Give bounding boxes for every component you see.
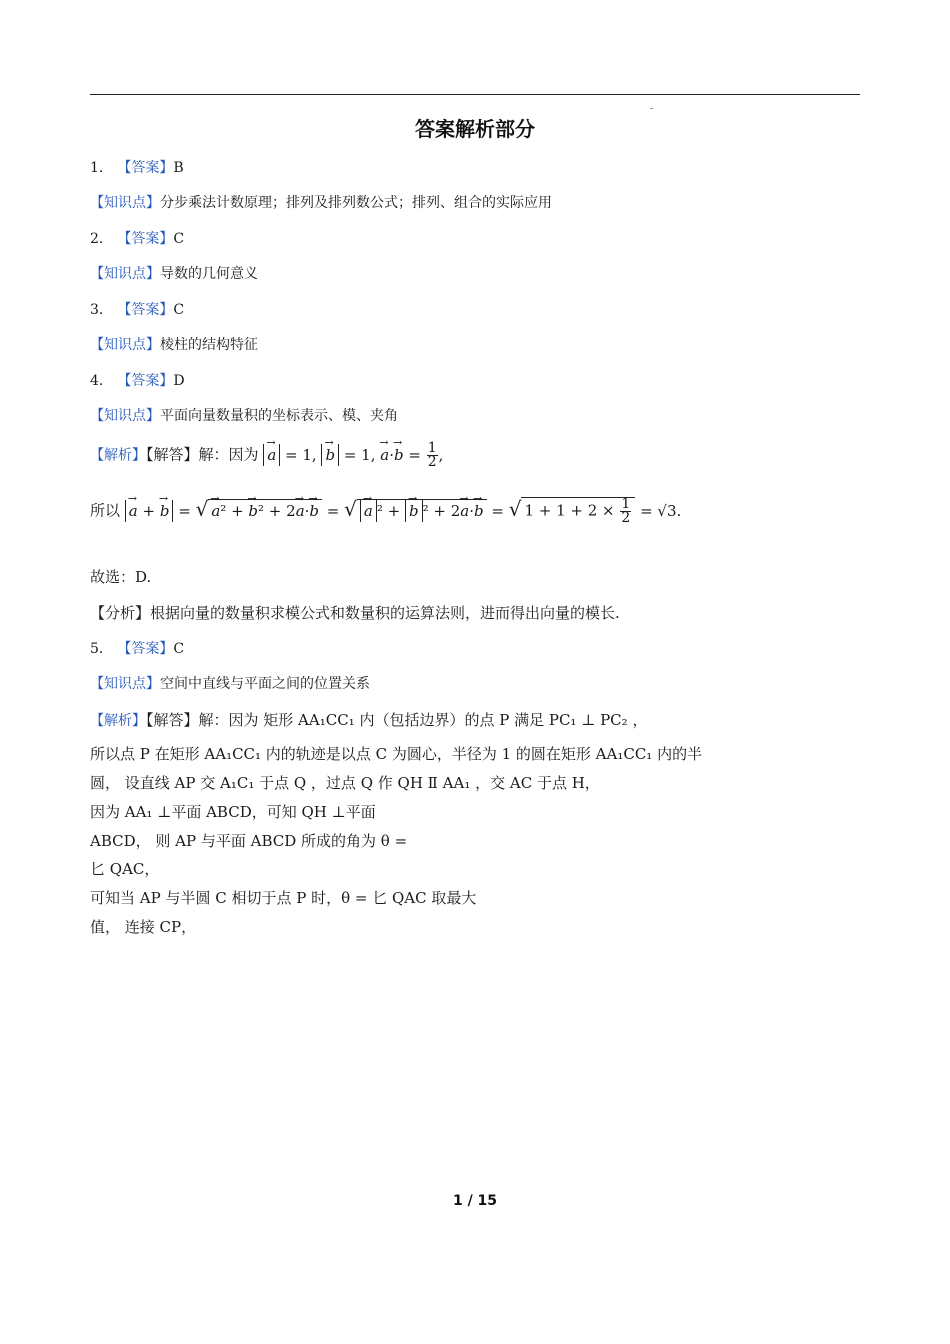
q4-knowledge: 平面向量数量积的坐标表示、模、夹角 xyxy=(160,408,398,424)
q4-result-formula: → a + → b = √→ a² + → b² + 2→ a·→ b = √→ a ² + → b ² + 2→ a·→ b = √ 1 + 1 + 2 × $\frac{1}{2}$ = √3. xyxy=(125,502,682,520)
solution-tag: 【解答】 xyxy=(146,711,199,729)
q5-knowledge: 空间中直线与平面之间的位置关系 xyxy=(160,676,370,692)
knowledge-tag: 【知识点】 xyxy=(90,337,160,353)
q1-knowledge-line xyxy=(90,192,552,214)
knowledge-tag: 【知识点】 xyxy=(90,676,160,692)
analysis-tag: 【解析】 xyxy=(90,713,146,729)
q5-answer: C xyxy=(173,641,185,657)
q4-conclusion: 故选：D. xyxy=(90,568,152,586)
answer-tag: 【答案】 xyxy=(117,160,174,176)
q2-answer: C xyxy=(173,231,185,247)
knowledge-tag: 【知识点】 xyxy=(90,408,160,424)
header-mark xyxy=(650,108,653,109)
q1-number: 1． xyxy=(90,160,113,176)
q3-knowledge-line xyxy=(90,334,258,356)
q4-solution-line xyxy=(90,442,443,469)
q4-given-formula: → a = 1, → b = 1, → a·→ b = $\frac{1}{2}$ , xyxy=(263,446,443,464)
q1-answer-line xyxy=(90,157,184,179)
q5-answer-line xyxy=(90,638,184,660)
knowledge-tag: 【知识点】 xyxy=(90,195,160,211)
q5-solution-line-1 xyxy=(90,709,647,732)
solution-tag: 【解答】 xyxy=(146,445,199,464)
q5-solution-line-6: 匕 QAC， xyxy=(90,860,160,878)
q5-line-text: 解：因为 矩形 AA₁CC₁ 内（包括边界）的点 P 满足 PC₁ ⊥ PC₂ ， xyxy=(198,711,648,729)
answer-tag: 【答案】 xyxy=(117,641,174,657)
knowledge-tag: 【知识点】 xyxy=(90,266,160,282)
q4-answer-line xyxy=(90,370,185,392)
page-number: 1 / 15 xyxy=(452,1193,498,1209)
q5-solution-line-2: 所以点 P 在矩形 AA₁CC₁ 内的轨迹是以点 C 为圆心，半径为 1 的圆在矩形 AA₁CC₁ 内的半 xyxy=(90,745,703,763)
q2-number: 2． xyxy=(90,231,113,247)
page-title: 答案解析部分 xyxy=(415,117,535,141)
q4-fenxi-line xyxy=(90,602,620,624)
header-rule xyxy=(90,94,860,95)
answer-tag: 【答案】 xyxy=(117,373,174,389)
fenxi-tag: 【分析】 xyxy=(90,604,151,622)
q5-solution-line-5: ABCD， 则 AP 与平面 ABCD 所成的角为 θ = xyxy=(90,832,408,850)
q1-knowledge: 分步乘法计数原理；排列及排列数公式；排列、组合的实际应用 xyxy=(160,195,552,211)
q5-number: 5． xyxy=(90,641,113,657)
q2-knowledge: 导数的几何意义 xyxy=(160,266,258,282)
q1-answer: B xyxy=(173,160,184,176)
q3-number: 3． xyxy=(90,302,113,318)
q4-answer: D xyxy=(173,373,185,389)
q2-answer-line xyxy=(90,228,184,250)
q3-knowledge: 棱柱的结构特征 xyxy=(160,337,258,353)
q4-sol-prefix: 解：因为 xyxy=(198,445,259,464)
q5-solution-line-3: 圆， 设直线 AP 交 A₁C₁ 于点 Q ，过点 Q 作 QH Ⅱ AA₁ ，交 AC 于点 H， xyxy=(90,774,600,792)
q4-so-prefix: 所以 xyxy=(90,501,121,520)
answer-tag: 【答案】 xyxy=(117,231,174,247)
q5-solution-line-7: 可知当 AP 与半圆 C 相切于点 P 时，θ = 匕 QAC 取最大 xyxy=(90,889,477,907)
q4-result-line xyxy=(90,497,681,525)
answer-tag: 【答案】 xyxy=(117,302,174,318)
q4-number: 4． xyxy=(90,373,113,389)
q3-answer-line xyxy=(90,299,184,321)
q4-fenxi: 根据向量的数量积求模公式和数量积的运算法则，进而得出向量的模长. xyxy=(150,604,620,622)
q2-knowledge-line xyxy=(90,263,258,285)
q5-solution-line-4: 因为 AA₁ ⊥平面 ABCD，可知 QH ⊥平面 xyxy=(90,803,376,821)
q3-answer: C xyxy=(173,302,185,318)
analysis-tag: 【解析】 xyxy=(90,447,146,464)
q5-solution-line-8: 值， 连接 CP， xyxy=(90,918,197,936)
q5-knowledge-line xyxy=(90,673,370,695)
q4-knowledge-line xyxy=(90,405,398,427)
